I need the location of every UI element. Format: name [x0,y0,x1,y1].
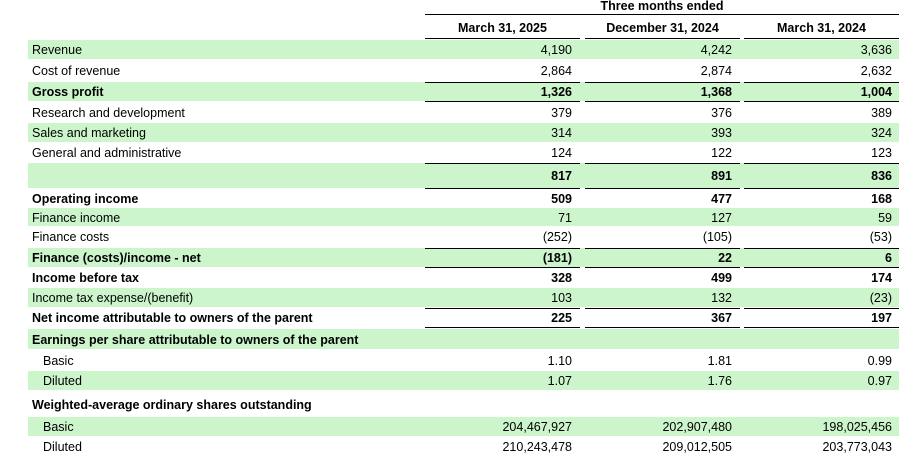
row-value: 836 [871,169,892,183]
subtotal-rule [585,308,740,309]
row-value: 204,467,927 [502,420,572,434]
row-label: Gross profit [32,85,104,99]
row-value: 393 [711,126,732,140]
row-value: (181) [542,251,572,265]
table-row [0,61,916,81]
table-row [0,394,916,416]
total-rule [425,101,580,102]
subtotal-rule [425,82,580,83]
row-value [592,394,732,416]
row-value: 197 [871,311,892,325]
total-rule [585,101,740,102]
row-value: 4,190 [540,43,572,57]
table-row [0,143,916,163]
row-label: Income tax expense/(benefit) [32,291,194,305]
total-rule [744,188,899,189]
table-row [0,123,916,143]
row-value: 314 [551,126,572,140]
row-label: Sales and marketing [32,126,146,140]
total-rule [425,327,580,328]
row-label: Operating income [32,192,139,206]
row-value: 3,636 [860,43,892,57]
row-value: 477 [711,192,732,206]
row-value: 198,025,456 [822,420,892,434]
row-value: 59 [878,210,892,225]
row-value: 124 [551,146,572,160]
row-value: 203,773,043 [822,440,892,454]
row-value: 1.76 [707,374,732,388]
row-value: 174 [871,271,892,285]
table-row [0,308,916,328]
row-label: Basic [43,420,74,434]
row-value: 1,368 [700,85,732,99]
subtotal-rule [585,82,740,83]
row-value: 1,004 [860,85,892,99]
table-row [0,371,916,391]
table-row [0,82,916,102]
table-row [0,103,916,123]
subtotal-rule [585,163,740,164]
subtotal-rule [425,248,580,249]
row-label: Revenue [32,43,83,57]
row-value: (23) [869,291,892,305]
period-header: Three months ended [425,0,899,15]
row-label: Weighted-average ordinary shares outstanding [32,398,312,412]
table-row [0,417,916,437]
row-value: 1,326 [540,85,572,99]
row-label: Net income attributable to owners of the parent [32,311,313,325]
table-row [0,40,916,60]
row-value: 389 [871,106,892,120]
row-value: 1.81 [707,354,732,368]
row-label: Cost of revenue [32,64,121,78]
subtotal-rule [425,308,580,309]
subtotal-rule [744,163,899,164]
subtotal-rule [585,248,740,249]
row-value: 324 [871,126,892,140]
row-value: 367 [711,311,732,325]
row-value [592,329,732,350]
row-value: 817 [551,169,572,183]
row-value: 122 [711,146,732,160]
row-value: 2,864 [540,64,572,78]
row-value: 168 [871,192,892,206]
row-label: Income before tax [32,271,139,285]
total-rule [425,188,580,189]
row-value: 202,907,480 [662,420,732,434]
table-row [0,190,916,208]
total-rule [744,101,899,102]
row-value: 2,874 [700,64,732,78]
row-value: 1.10 [547,354,572,368]
table-row [0,288,916,308]
row-value: 6 [885,251,892,265]
table-row [0,351,916,371]
table-row [0,163,916,189]
row-value: 132 [711,291,732,305]
row-value: 379 [551,106,572,120]
row-value: 127 [711,210,732,225]
table-row [0,208,916,227]
column-header-mar-2025: March 31, 2025 [425,17,580,39]
row-value: (53) [869,230,892,244]
row-value: 891 [711,169,732,183]
row-value: 4,242 [700,43,732,57]
total-rule [585,188,740,189]
row-value [752,394,892,416]
table-row [0,437,916,457]
row-value: 0.99 [867,354,892,368]
row-value: 2,632 [860,64,892,78]
row-label: Finance (costs)/income - net [32,251,201,265]
table-row [0,227,916,247]
row-label: Research and development [32,106,185,120]
row-label: Diluted [43,374,82,388]
row-value: (105) [702,230,732,244]
row-value: 71 [558,210,572,225]
table-row [0,329,916,350]
row-label: Earnings per share attributable to owners of the parent [32,332,359,347]
row-label: Diluted [43,440,82,454]
row-value: 103 [551,291,572,305]
subtotal-rule [744,82,899,83]
subtotal-rule [744,248,899,249]
row-label: General and administrative [32,146,182,160]
row-value: 376 [711,106,732,120]
row-label: Finance costs [32,230,110,244]
row-value: 210,243,478 [502,440,572,454]
row-label: Basic [43,354,74,368]
row-value: 123 [871,146,892,160]
row-value: 509 [551,192,572,206]
table-row [0,268,916,288]
subtotal-rule [425,163,580,164]
table-row [0,248,916,268]
row-value [432,394,572,416]
subtotal-rule [744,308,899,309]
row-value [752,329,892,350]
row-value: 1.07 [547,374,572,388]
column-header-mar-2024: March 31, 2024 [744,17,899,39]
row-value: 0.97 [867,374,892,388]
row-value: 225 [551,311,572,325]
row-value: (252) [542,230,572,244]
row-label: Finance income [32,210,121,225]
column-header-dec-2024: December 31, 2024 [585,17,740,39]
total-rule [585,327,740,328]
column-header-row [0,17,916,39]
row-value: 22 [718,251,732,265]
total-rule [744,327,899,328]
row-value: 499 [711,271,732,285]
row-value: 209,012,505 [662,440,732,454]
row-value [432,329,572,350]
row-value: 328 [551,271,572,285]
